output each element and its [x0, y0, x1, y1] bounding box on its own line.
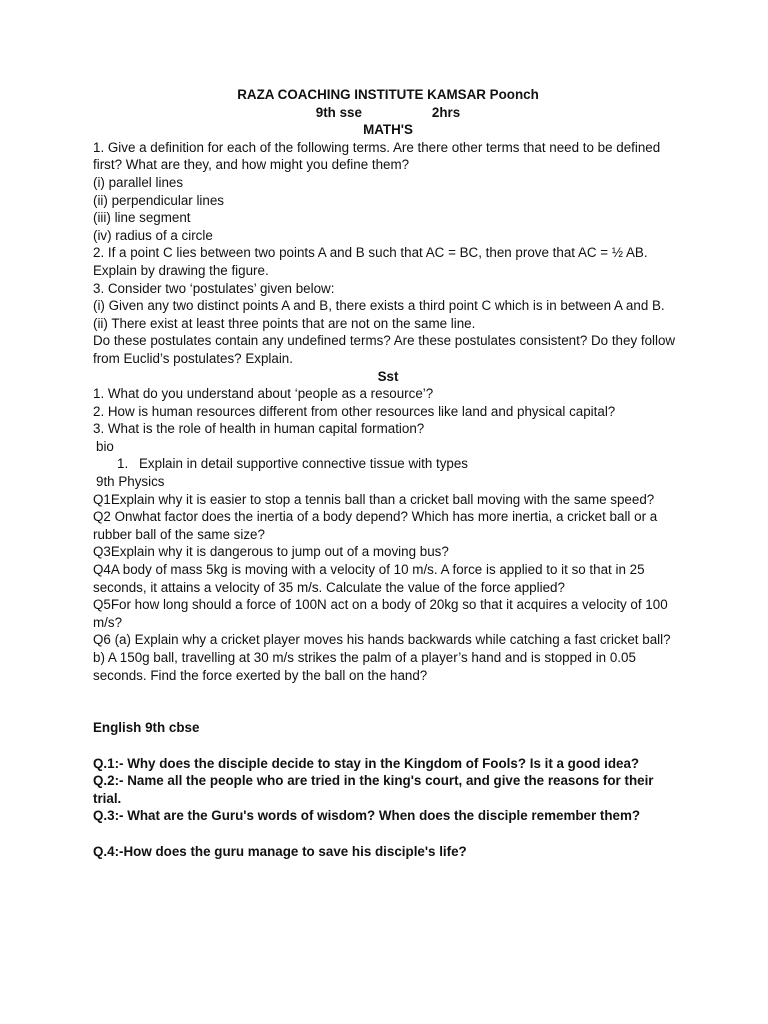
spacer — [93, 825, 683, 843]
maths-section — [93, 139, 683, 368]
physics-q5: Q5For how long should a force of 100N act on a body of 20kg so that it acquires a velocity of 100 m/s? — [93, 597, 668, 630]
spacer — [93, 702, 683, 720]
physics-q2: Q2 Onwhat factor does the inertia of a body depend? Which has more inertia, a cricket ball or a rubber ball of the same size? — [93, 509, 658, 542]
bio-question-number: 1. — [117, 456, 129, 472]
sst-q3: 3. What is the role of health in human capital formation? — [93, 421, 425, 437]
maths-q3-ii: (ii) There exist at least three points that are not on the same line. — [93, 315, 476, 331]
physics-q3: Q3Explain why it is dangerous to jump out of a moving bus? — [93, 544, 449, 560]
maths-q3-i: (i) Given any two distinct points A and B, there exists a third point C which is in between A and B. — [93, 298, 665, 314]
bio-heading: bio — [96, 438, 114, 454]
physics-section — [93, 491, 683, 685]
class-label: 9th sse — [315, 104, 362, 120]
english-q2: Q.2:- Name all the people who are tried in the king's court, and give the reasons for their trial. — [93, 773, 654, 806]
physics-q6a: Q6 (a) Explain why a cricket player moves his hands backwards while catching a fast cricket ball? — [93, 632, 671, 648]
bio-question-text: Explain in detail supportive connective tissue with types — [139, 456, 468, 472]
maths-q3-followup: Do these postulates contain any undefined terms? Are these postulates consistent? Do they follow from Euclid’s postulates? Explain. — [93, 333, 676, 366]
institute-title: RAZA COACHING INSTITUTE KAMSAR Poonch — [237, 87, 539, 102]
document-page — [93, 86, 683, 860]
maths-q2: 2. If a point C lies between two points A and B such that AC = BC, then prove that AC = ½ AB. Explain by drawing the figure. — [93, 245, 648, 278]
sst-q1: 1. What do you understand about ‘people as a resource’? — [93, 386, 434, 402]
physics-q6b: b) A 150g ball, travelling at 30 m/s strikes the palm of a player’s hand and is stopped in 0.05 seconds. Find the force exerted by the ball on the hand? — [93, 650, 636, 683]
english-q3: Q.3:- What are the Guru's words of wisdom? When does the disciple remember them? — [93, 808, 641, 824]
sst-heading: Sst — [377, 368, 399, 384]
english-section — [93, 755, 683, 861]
maths-heading: MATH'S — [363, 122, 413, 138]
sst-q2: 2. How is human resources different from other resources like land and physical capital? — [93, 403, 616, 419]
duration: 2hrs — [431, 104, 461, 120]
maths-q1-iv: (iv) radius of a circle — [93, 227, 213, 243]
physics-q4: Q4A body of mass 5kg is moving with a velocity of 10 m/s. A force is applied to it so that in 25 seconds, it attains a velocity of 35 m/s. Calculate the value of the force applied? — [93, 562, 645, 595]
english-heading: English 9th cbse — [93, 720, 200, 736]
sst-section — [93, 385, 683, 438]
physics-q1: Q1Explain why it is easier to stop a tennis ball than a cricket ball moving with the same speed? — [93, 491, 655, 507]
maths-q3: 3. Consider two ‘postulates’ given below: — [93, 280, 335, 296]
spacer — [93, 737, 683, 755]
maths-q1-iii: (iii) line segment — [93, 210, 191, 226]
english-q4: Q.4:-How does the guru manage to save his disciple's life? — [93, 843, 467, 859]
physics-heading: 9th Physics — [96, 474, 165, 490]
maths-q1-ii: (ii) perpendicular lines — [93, 192, 224, 208]
maths-q1: 1. Give a definition for each of the following terms. Are there other terms that need to be defined first? What are they, and how might you define them? — [93, 139, 661, 173]
spacer — [93, 684, 683, 702]
english-q1: Q.1:- Why does the disciple decide to stay in the Kingdom of Fools? Is it a good idea? — [93, 755, 640, 771]
maths-q1-i: (i) parallel lines — [93, 174, 184, 190]
bio-question — [93, 455, 683, 473]
class-duration-line — [93, 104, 683, 122]
